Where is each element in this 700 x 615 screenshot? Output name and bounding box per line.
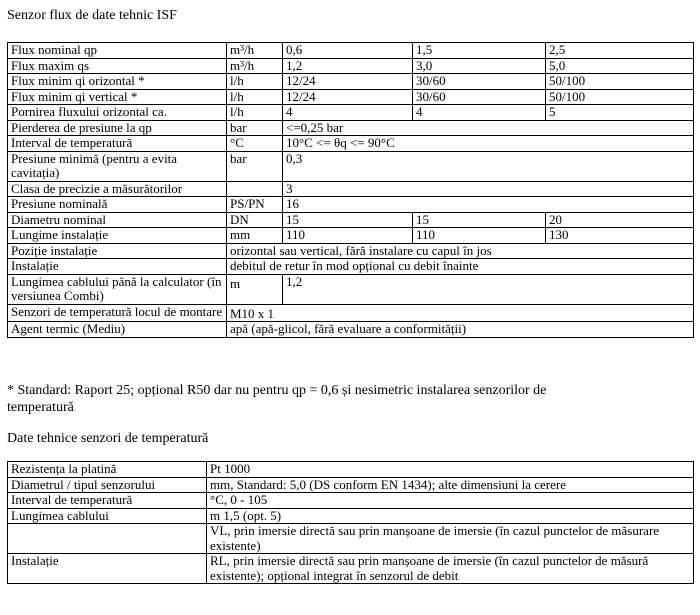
row-value: <=0,25 bar bbox=[283, 120, 694, 136]
row-unit: m³/h bbox=[227, 58, 283, 74]
row-value: 50/100 bbox=[546, 89, 694, 105]
row-label: Agent termic (Mediu) bbox=[8, 322, 227, 338]
row-label: Diametrul / tipul senzorului bbox=[8, 477, 207, 493]
row-label: Flux maxim qs bbox=[8, 58, 227, 74]
row-unit: mm bbox=[227, 228, 283, 244]
row-unit: l/h bbox=[227, 89, 283, 105]
table-row bbox=[8, 462, 694, 478]
row-value: 130 bbox=[546, 228, 694, 244]
row-value: mm, Standard: 5,0 (DS conform EN 1434); alte dimensiuni la cerere bbox=[207, 477, 694, 493]
footnote: * Standard: Raport 25; opțional R50 dar nu pentru qp = 0,6 și nesimetric instalarea senzorilor de temperatură bbox=[7, 383, 547, 415]
table-row bbox=[8, 181, 694, 197]
table-row bbox=[8, 322, 694, 338]
row-value: 10°C <= θq <= 90°C bbox=[283, 136, 694, 152]
table-row bbox=[8, 228, 694, 244]
row-value: 12/24 bbox=[283, 74, 413, 90]
isf-spec-table bbox=[7, 42, 694, 338]
row-label: Diametru nominal bbox=[8, 212, 227, 228]
row-value: 15 bbox=[413, 212, 546, 228]
table-row bbox=[8, 524, 694, 554]
row-value: 12/24 bbox=[283, 89, 413, 105]
row-unit: m³/h bbox=[227, 43, 283, 59]
table-row bbox=[8, 477, 694, 493]
row-value: m 1,5 (opt. 5) bbox=[207, 508, 694, 524]
row-label: Poziție instalație bbox=[8, 243, 227, 259]
row-value: 1,2 bbox=[283, 58, 413, 74]
table-row bbox=[8, 493, 694, 509]
row-value: orizontal sau vertical, fără instalare cu capul în jos bbox=[227, 243, 694, 259]
row-unit-text: m bbox=[230, 275, 241, 291]
row-value: 4 bbox=[283, 105, 413, 121]
row-value: 3 bbox=[283, 181, 694, 197]
row-value: 3,0 bbox=[413, 58, 546, 74]
table-row bbox=[8, 508, 694, 524]
row-value: 5,0 bbox=[546, 58, 694, 74]
row-label: Flux minim qi vertical * bbox=[8, 89, 227, 105]
row-label: Presiune minimă (pentru a evita cavitația) bbox=[8, 151, 227, 181]
row-value: 30/60 bbox=[413, 74, 546, 90]
row-value bbox=[227, 304, 694, 322]
table-row bbox=[8, 259, 694, 275]
row-label: Pierderea de presiune la qp bbox=[8, 120, 227, 136]
table-row bbox=[8, 43, 694, 59]
row-value: 2,5 bbox=[546, 43, 694, 59]
table-row bbox=[8, 58, 694, 74]
row-value: 1,2 bbox=[283, 274, 694, 304]
row-unit bbox=[227, 274, 283, 304]
table-row bbox=[8, 304, 694, 322]
row-value: debitul de retur în mod opțional cu debit înainte bbox=[227, 259, 694, 275]
row-value: 50/100 bbox=[546, 74, 694, 90]
row-value: 20 bbox=[546, 212, 694, 228]
row-label: Interval de temperatură bbox=[8, 136, 227, 152]
table-row bbox=[8, 136, 694, 152]
temperature-sensor-table bbox=[7, 461, 694, 584]
row-value: 0,6 bbox=[283, 43, 413, 59]
row-unit: PS/PN bbox=[227, 197, 283, 213]
table-row bbox=[8, 197, 694, 213]
table-row bbox=[8, 89, 694, 105]
table-row bbox=[8, 212, 694, 228]
page-title: Senzor flux de date tehnic ISF bbox=[7, 8, 177, 23]
row-unit: °C bbox=[227, 136, 283, 152]
row-value-text: M10 x 1 bbox=[230, 305, 275, 321]
table-row bbox=[8, 74, 694, 90]
row-value: RL, prin imersie directă sau prin manșoane de imersie (în cazul punctelor de măsură existente); opțional integrat în senzorul de debit bbox=[207, 554, 694, 584]
row-label: Lungime instalație bbox=[8, 228, 227, 244]
row-value: 1,5 bbox=[413, 43, 546, 59]
table-row bbox=[8, 274, 694, 304]
table-row bbox=[8, 105, 694, 121]
row-value: 5 bbox=[546, 105, 694, 121]
row-value: 4 bbox=[413, 105, 546, 121]
table-row bbox=[8, 243, 694, 259]
row-value: VL, prin imersie directă sau prin manșoane de imersie (în cazul punctelor de măsurare existente) bbox=[207, 524, 694, 554]
row-label: Flux nominal qp bbox=[8, 43, 227, 59]
row-value: 110 bbox=[283, 228, 413, 244]
row-value: 110 bbox=[413, 228, 546, 244]
row-value: 15 bbox=[283, 212, 413, 228]
row-value: 16 bbox=[283, 197, 694, 213]
row-unit: bar bbox=[227, 120, 283, 136]
row-value: apă (apă-glicol, fără evaluare a conformității) bbox=[227, 322, 694, 338]
row-value: 30/60 bbox=[413, 89, 546, 105]
row-label bbox=[8, 524, 207, 554]
row-value: Pt 1000 bbox=[207, 462, 694, 478]
row-unit bbox=[227, 181, 283, 197]
row-label: Presiune nominală bbox=[8, 197, 227, 213]
section-title: Date tehnice senzori de temperatură bbox=[7, 431, 209, 446]
table-row bbox=[8, 151, 694, 181]
row-unit: DN bbox=[227, 212, 283, 228]
row-label: Lungimea cablului bbox=[8, 508, 207, 524]
table-row bbox=[8, 120, 694, 136]
row-unit: l/h bbox=[227, 74, 283, 90]
row-label: Instalație bbox=[8, 259, 227, 275]
row-label: Lungimea cablului până la calculator (în versiunea Combi) bbox=[8, 274, 227, 304]
row-label: Flux minim qi orizontal * bbox=[8, 74, 227, 90]
row-label: Rezistența la platină bbox=[8, 462, 207, 478]
row-label: Instalație bbox=[8, 554, 207, 584]
table-row bbox=[8, 554, 694, 584]
row-label: Pornirea fluxului orizontal ca. bbox=[8, 105, 227, 121]
row-value: 0,3 bbox=[283, 151, 694, 181]
row-label: Senzori de temperatură locul de montare bbox=[8, 304, 227, 322]
row-unit: bar bbox=[227, 151, 283, 181]
row-label: Clasa de precizie a măsurătorilor bbox=[8, 181, 227, 197]
row-label: Interval de temperatură bbox=[8, 493, 207, 509]
row-unit: l/h bbox=[227, 105, 283, 121]
row-value: °C, 0 - 105 bbox=[207, 493, 694, 509]
